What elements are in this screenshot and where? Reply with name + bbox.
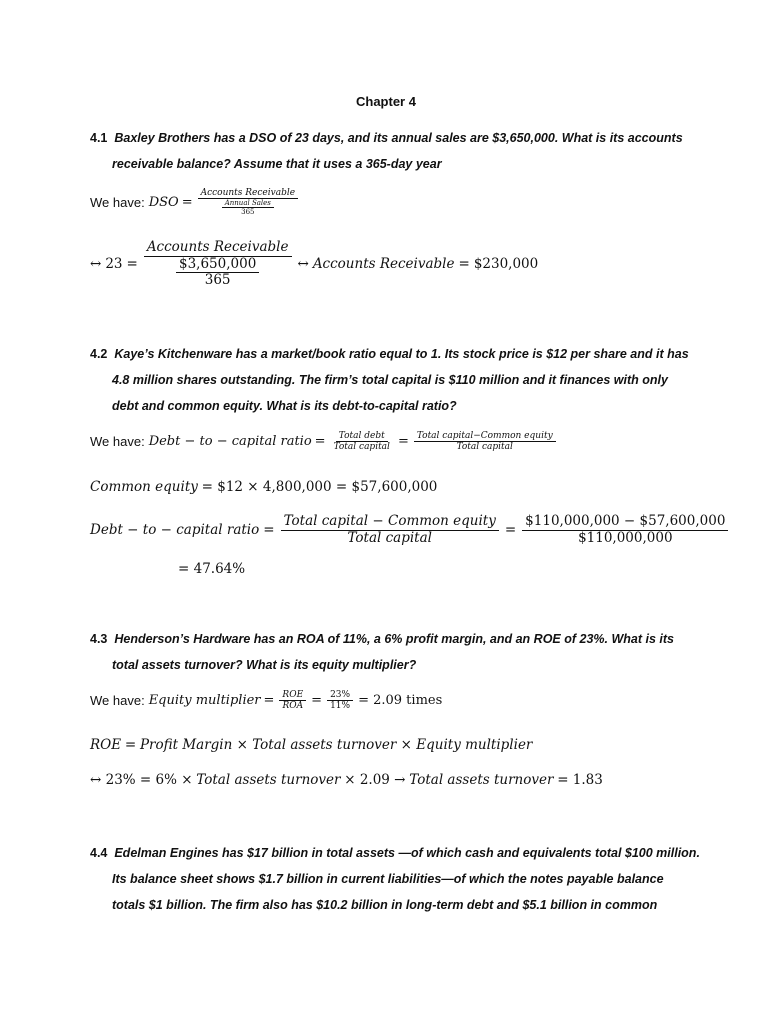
fraction-numerator: Total debt — [336, 431, 388, 442]
question-text-line: Kaye’s Kitchenware has a market/book ratio equal to 1. Its stock price is $12 per share and it has — [114, 347, 689, 361]
sales-value: $3,650,000 — [176, 257, 259, 274]
we-have-label: We have: — [90, 693, 145, 709]
question-text-line: Henderson’s Hardware has an ROA of 11%, a 6% profit margin, and an ROE of 23%. What is its — [114, 632, 674, 646]
equals-sign: = — [311, 693, 323, 709]
common-equity-value: = $12 × 4,800,000 = $57,600,000 — [201, 479, 438, 495]
question-number: 4.1 — [90, 131, 108, 145]
annual-sales-label: Annual Sales — [222, 199, 274, 208]
sales-per-day-fraction — [176, 257, 259, 289]
tat-prefix: ↔ 23% = 6% × — [90, 772, 193, 788]
question-number: 4.2 — [90, 347, 108, 361]
dtc-symbolic-fraction — [281, 514, 499, 546]
times-multiplier: × 2.09 → — [344, 772, 406, 788]
equals-sign: = — [181, 194, 193, 210]
dtc-calculation — [90, 514, 730, 546]
dtc-numeric-fraction — [522, 514, 728, 546]
fraction-denominator: Total capital — [333, 442, 390, 453]
capital-minus-equity-fraction — [414, 431, 556, 453]
dso-fraction — [198, 188, 298, 216]
fraction-numerator: Accounts Receivable — [144, 240, 292, 257]
equals-sign: = — [263, 522, 275, 539]
we-have-label: We have: — [90, 194, 145, 210]
question-number: 4.4 — [90, 846, 108, 860]
question-4-2 — [90, 341, 689, 419]
equals-sign: = — [126, 256, 138, 273]
equals-sign: = — [458, 256, 470, 273]
equals-sign: = — [263, 693, 275, 709]
dtc-formula — [90, 431, 558, 453]
days-value: 365 — [204, 272, 231, 289]
dupont-terms: Profit Margin × Total assets turnover × Equity multiplier — [139, 737, 533, 753]
ar-symbol: Accounts Receivable — [312, 256, 455, 273]
dtc-symbol: Debt − to − capital ratio — [148, 434, 312, 450]
equals-sign: = — [397, 434, 409, 450]
question-text-line: debt and common equity. What is its debt-to-capital ratio? — [112, 399, 457, 413]
equals-sign: = — [504, 522, 517, 539]
em-symbol: Equity multiplier — [148, 693, 261, 709]
fraction-denominator: $110,000,000 — [578, 529, 673, 546]
question-text-line: Edelman Engines has $17 billion in total assets —of which cash and equivalents total $100 million. — [114, 846, 700, 860]
fraction-numerator: Accounts Receivable — [198, 188, 298, 199]
fraction-denominator: Total capital — [456, 442, 513, 453]
dso-symbol: DSO — [148, 194, 179, 210]
dtc-symbol: Debt − to − capital ratio — [90, 522, 260, 539]
debt-over-capital-fraction — [331, 431, 393, 453]
common-equity-calculation — [90, 479, 437, 495]
fraction-numerator: Total capital−Common equity — [414, 431, 556, 442]
fraction-denominator: Total capital — [347, 529, 432, 546]
tat-calculation — [90, 772, 603, 788]
roe-symbol: ROE — [90, 737, 122, 753]
percent-fraction — [327, 690, 353, 712]
fraction-denominator — [217, 199, 279, 216]
dso-value: 23 — [105, 256, 123, 273]
fraction-numerator: Total capital − Common equity — [281, 514, 499, 531]
fraction-numerator: ROE — [279, 690, 306, 701]
tat-symbol: Total assets turnover — [196, 772, 341, 788]
fraction-denominator — [171, 257, 264, 289]
common-equity-symbol: Common equity — [90, 479, 198, 495]
ar-fraction — [144, 240, 292, 289]
we-have-label: We have: — [90, 434, 145, 450]
days-label: 365 — [241, 208, 255, 217]
equals-sign: = — [314, 434, 326, 450]
em-result: = 2.09 times — [358, 693, 443, 709]
question-text-line: 4.8 million shares outstanding. The firm’s total capital is $110 million and it finances with only — [112, 373, 668, 387]
em-formula — [90, 690, 442, 712]
question-text-line: Its balance sheet shows $1.7 billion in current liabilities—of which the notes payable balance — [112, 872, 664, 886]
tat-result: = 1.83 — [557, 772, 603, 788]
fraction-denominator: 11% — [330, 701, 351, 712]
fraction-numerator: $110,000,000 − $57,600,000 — [522, 514, 728, 531]
question-text-line: receivable balance? Assume that it uses a 365-day year — [112, 157, 442, 171]
question-text-line: totals $1 billion. The firm also has $10.2 billion in long-term debt and $5.1 billion in common — [112, 898, 658, 912]
tat-symbol: Total assets turnover — [409, 772, 554, 788]
question-4-4 — [90, 840, 700, 918]
ar-result: $230,000 — [473, 256, 539, 273]
question-4-1 — [90, 125, 683, 177]
chapter-title: Chapter 4 — [356, 94, 416, 109]
equivalence-arrow: ↔ — [90, 256, 102, 273]
question-text-line: Baxley Brothers has a DSO of 23 days, and its annual sales are $3,650,000. What is its accounts — [114, 131, 683, 145]
dtc-result: = 47.64% — [178, 561, 246, 577]
question-4-3 — [90, 626, 674, 678]
equals-sign: = — [124, 737, 137, 753]
dupont-equation — [90, 737, 532, 753]
question-text-line: total assets turnover? What is its equity multiplier? — [112, 658, 417, 672]
roe-over-roa-fraction — [279, 690, 306, 712]
question-number: 4.3 — [90, 632, 108, 646]
dso-formula — [90, 188, 300, 216]
fraction-denominator: ROA — [282, 701, 304, 712]
fraction-numerator: 23% — [327, 690, 353, 701]
equivalence-arrow: ↔ — [297, 256, 309, 273]
sales-per-day-fraction — [222, 199, 274, 216]
ar-calculation — [90, 240, 538, 289]
